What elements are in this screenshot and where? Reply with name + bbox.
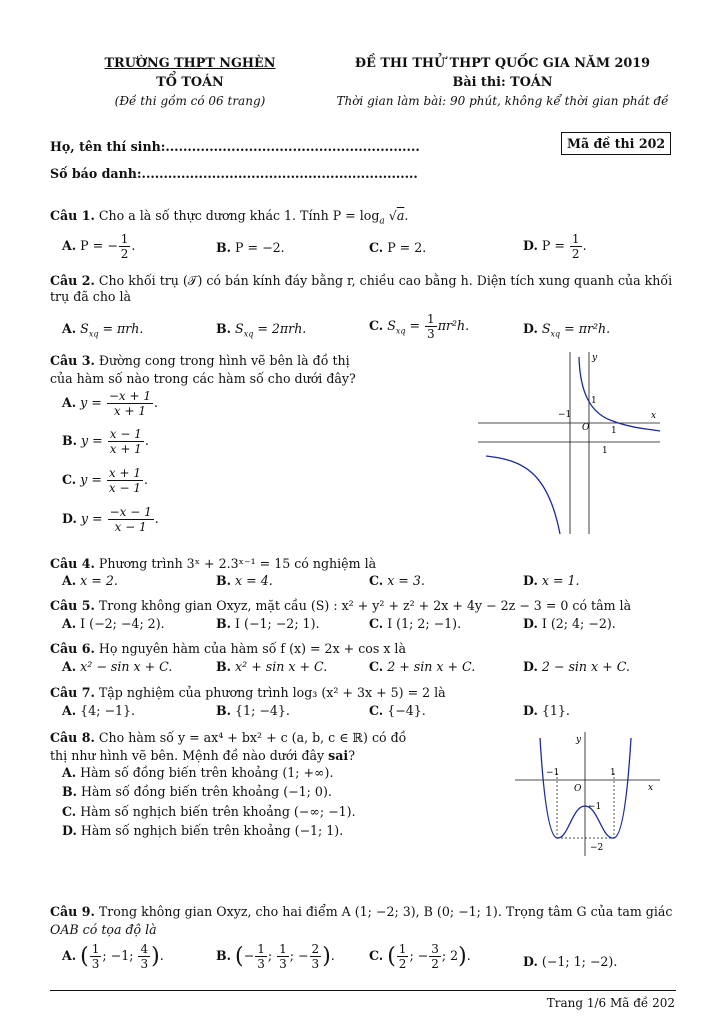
q9-option-a[interactable]: A. ( $\frac{1}{3}$ ; −1; $\frac{4}{3}$ ). — [62, 942, 164, 971]
question-9: Câu 9. Trong không gian Oxyz, cho hai điểm A (1; −2; 3), B (0; −1; 1). Trọng tâm G của tam giác OAB có tọa độ là — [50, 904, 673, 937]
q2-option-b[interactable]: B. $S_{xq} = 2\pi rh$. — [216, 321, 307, 339]
q7-option-b[interactable]: B. {1; −4}. — [216, 703, 290, 718]
q2-option-d[interactable]: D. $S_{xq} = \pi r^2h$. — [523, 321, 611, 339]
q2-option-a[interactable]: A. $S_{xq} = \pi rh$. — [62, 321, 144, 339]
student-id-field: Số báo danh:............................................................... — [50, 166, 418, 181]
q8-label-origin: O — [574, 784, 582, 794]
q8-option-d[interactable]: D. Hàm số nghịch biến trên khoảng (−1; 1). — [62, 823, 344, 838]
q6-option-d[interactable]: D. 2 − sin x + C. — [523, 659, 630, 674]
q8-curve — [540, 738, 631, 838]
q5-option-d[interactable]: D. I (2; 4; −2). — [523, 616, 616, 631]
q3-label-1y: 1 — [591, 396, 597, 406]
q7-option-c[interactable]: C. {−4}. — [369, 703, 426, 718]
q6-option-a[interactable]: A. x² − sin x + C. — [62, 659, 173, 674]
q3-option-c[interactable]: C. y = $\frac{x + 1}{x - 1}$ . — [62, 466, 148, 495]
question-6: Câu 6. Họ nguyên hàm của hàm số f (x) = 2x + cos x là — [50, 641, 406, 656]
question-3: Câu 3. Đường cong trong hình vẽ bên là đồ thị của hàm số nào trong các hàm số cho dưới đây? — [50, 353, 356, 386]
q8-graph — [510, 728, 670, 860]
q4-option-b[interactable]: B. x = 4. — [216, 573, 273, 588]
q8-label-x: x — [648, 783, 654, 793]
q3-label-origin: O — [582, 423, 590, 433]
q5-option-a[interactable]: A. I (−2; −4; 2). — [62, 616, 165, 631]
q1-option-c[interactable]: C. P = 2. — [369, 240, 427, 255]
question-1: Câu 1. Cho a là số thực dương khác 1. Tính $P = \log_a √a$. — [50, 208, 409, 227]
q4-option-d[interactable]: D. x = 1. — [523, 573, 580, 588]
q3-graph — [478, 352, 668, 537]
q9-option-b[interactable]: B. (− $\frac{1}{3}$ ; $\frac{1}{3}$ ; − $\frac{2}{3}$ ). — [216, 942, 335, 971]
q8-option-b[interactable]: B. Hàm số đồng biến trên khoảng (−1; 0). — [62, 784, 332, 799]
question-5: Câu 5. Trong không gian Oxyz, mặt cầu (S) : x² + y² + z² + 2x + 4y − 2z − 3 = 0 có tâm là — [50, 598, 632, 613]
q3-label-minus1: −1 — [558, 410, 572, 420]
q3-left-branch — [486, 456, 560, 534]
q1-option-b[interactable]: B. P = −2. — [216, 240, 285, 255]
exam-title: ĐỀ THI THỬ THPT QUỐC GIA NĂM 2019 — [354, 56, 651, 71]
q3-label-x: x — [651, 411, 657, 421]
q8-option-c[interactable]: C. Hàm số nghịch biến trên khoảng (−∞; −1). — [62, 804, 356, 819]
exam-subject: Bài thi: TOÁN — [452, 75, 553, 90]
q1-option-d[interactable]: D. P = $\frac{1}{2}$ . — [523, 232, 587, 261]
q9-option-d[interactable]: D. (−1; 1; −2). — [523, 954, 618, 969]
q1-option-a[interactable]: A. P = − $\frac{1}{2}$ . — [62, 232, 136, 261]
question-8: Câu 8. Cho hàm số y = ax⁴ + bx² + c (a, b, c ∈ ℝ) có đồ thị như hình vẽ bên. Mệnh đề nào dưới đây sai? — [50, 730, 407, 763]
q8-label-minus1: −1 — [546, 768, 560, 778]
q4-option-a[interactable]: A. x = 2. — [62, 573, 118, 588]
q9-option-c[interactable]: C. ( $\frac{1}{2}$ ; − $\frac{3}{2}$ ; 2). — [369, 942, 471, 971]
q3-option-a[interactable]: A. y = $\frac{-x + 1}{x + 1}$ . — [62, 389, 159, 418]
q8-label-1: 1 — [610, 768, 616, 778]
student-name-field: Họ, tên thí sinh:.......................................................... — [50, 139, 420, 154]
q3-option-b[interactable]: B. y = $\frac{x - 1}{x + 1}$ . — [62, 427, 149, 456]
school-name: TRƯỜNG THPT NGHÈN — [104, 56, 276, 71]
q7-option-a[interactable]: A. {4; −1}. — [62, 703, 136, 718]
q3-label-1: 1 — [602, 446, 608, 456]
question-7: Câu 7. Tập nghiệm của phương trình log₃ (x² + 3x + 5) = 2 là — [50, 685, 446, 700]
q6-option-b[interactable]: B. x² + sin x + C. — [216, 659, 328, 674]
q8-label-y: y — [576, 735, 582, 745]
q2-option-c[interactable]: C. $S_{xq}$ = $\frac{1}{3}$ πr²h. — [369, 312, 470, 341]
q5-option-c[interactable]: C. I (1; 2; −1). — [369, 616, 462, 631]
exam-code-box: Mã đề thi 202 — [561, 132, 671, 155]
q3-label-1x: 1 — [611, 426, 617, 436]
q8-label-ymin1: −1 — [588, 802, 602, 812]
footer-rule — [50, 990, 676, 991]
q3-right-branch — [579, 357, 660, 431]
q5-option-b[interactable]: B. I (−1; −2; 1). — [216, 616, 320, 631]
q8-label-ymin2: −2 — [590, 843, 604, 853]
q8-option-a[interactable]: A. Hàm số đồng biến trên khoảng (1; +∞). — [62, 765, 334, 780]
department-name: TỔ TOÁN — [156, 75, 224, 90]
q4-option-c[interactable]: C. x = 3. — [369, 573, 425, 588]
question-4: Câu 4. Phương trình 3ˣ + 2.3ˣ⁻¹ = 15 có nghiệm là — [50, 556, 377, 571]
exam-time: Thời gian làm bài: 90 phút, không kể thời gian phát đề — [336, 94, 669, 108]
q6-option-c[interactable]: C. 2 + sin x + C. — [369, 659, 476, 674]
page-footer: Trang 1/6 Mã đề 202 — [546, 996, 675, 1010]
question-2: Câu 2. Cho khối trụ (𝒯) có bán kính đáy bằng r, chiều cao bằng h. Diện tích xung quanh của khối trụ đã cho là — [50, 273, 673, 304]
q3-option-d[interactable]: D. y = $\frac{-x - 1}{x - 1}$ . — [62, 505, 159, 534]
page-count-note: (Đề thi gồm có 06 trang) — [114, 94, 266, 108]
q7-option-d[interactable]: D. {1}. — [523, 703, 570, 718]
q3-label-y: y — [592, 353, 598, 363]
